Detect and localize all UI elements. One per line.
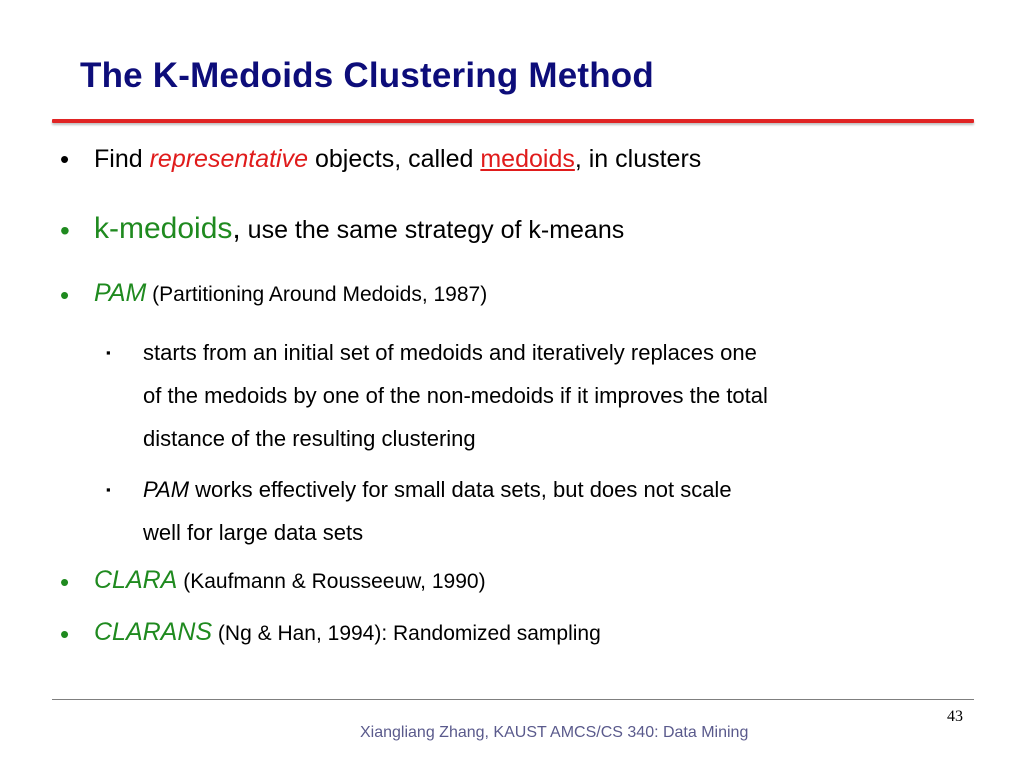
bullet-text-part: (Ng & Han, 1994): Randomized sampling <box>212 622 601 645</box>
term-pam: PAM <box>94 279 147 307</box>
bullet-text-part: objects, called <box>308 145 481 173</box>
bullet-text <box>94 212 624 246</box>
subbullet-text <box>143 468 963 554</box>
bullet-marker: • <box>60 280 70 310</box>
page-number: 43 <box>947 708 963 725</box>
bullet-text-part: Find <box>94 145 150 173</box>
subbullet-line <box>143 468 963 511</box>
bullet-marker: • <box>60 144 70 174</box>
bullet-text <box>94 618 601 647</box>
bullet-text-part: (Partitioning Around Medoids, 1987) <box>146 283 488 306</box>
footer-divider <box>52 699 974 700</box>
bullet-text-part: , <box>232 212 241 245</box>
bullet-text-part: (Kaufmann & Rousseeuw, 1990) <box>177 570 486 593</box>
subbullet-line: well for large data sets <box>143 520 364 545</box>
subbullet-line: starts from an initial set of medoids and iteratively replaces one <box>143 340 757 365</box>
subbullet-line: of the medoids by one of the non-medoids if it improves the total <box>143 383 768 408</box>
subbullet-marker: ▪ <box>106 345 111 360</box>
term-pam-inline: PAM <box>143 477 190 502</box>
subbullet-line: distance of the resulting clustering <box>143 426 476 451</box>
term-clara: CLARA <box>94 566 178 594</box>
bullet-text <box>94 566 486 595</box>
subbullet-text-part: works effectively for small data sets, but does not scale <box>189 477 732 502</box>
bullet-text <box>94 145 701 174</box>
term-clarans: CLARANS <box>94 618 213 646</box>
bullet-marker: • <box>60 215 70 246</box>
footer-caption: Xiangliang Zhang, KAUST AMCS/CS 340: Data Mining <box>360 724 749 741</box>
subbullet-text <box>143 331 963 460</box>
subbullet-marker: ▪ <box>106 482 111 497</box>
slide-title: The K-Medoids Clustering Method <box>80 56 654 95</box>
bullet-marker: • <box>60 567 70 597</box>
bullet-text-part: , in clusters <box>574 145 702 173</box>
bullet-text-part: use the same strategy of k-means <box>240 216 625 244</box>
bullet-marker: • <box>60 619 70 649</box>
emphasis-representative: representative <box>149 145 309 173</box>
title-divider <box>52 119 974 123</box>
term-k-medoids: k-medoids <box>94 212 233 245</box>
emphasis-medoids: medoids <box>480 145 575 173</box>
bullet-text <box>94 279 487 308</box>
